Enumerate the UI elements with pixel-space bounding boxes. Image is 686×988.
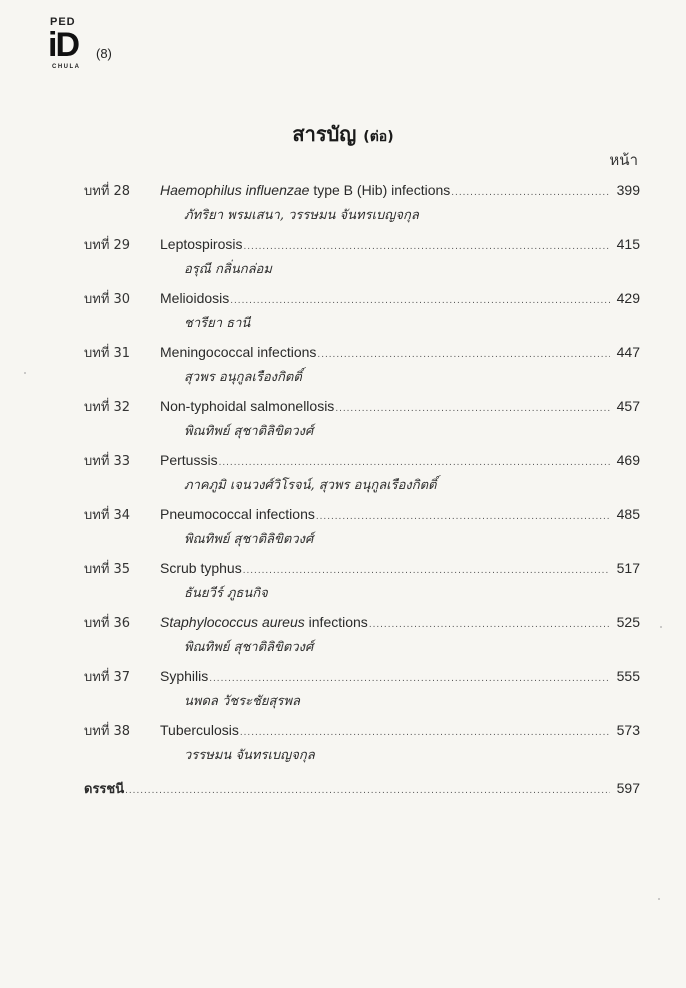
dot-leader [208, 673, 610, 684]
chapter-title [160, 344, 316, 360]
chapter-number: บทที่ 31 [84, 346, 131, 361]
page-ref: 485 [616, 506, 640, 522]
chapter-title [160, 722, 239, 738]
page-ref: 525 [616, 614, 640, 630]
toc-index-entry[interactable] [84, 778, 640, 804]
page-ref: 429 [616, 290, 640, 306]
chapter-number: บทที่ 38 [84, 724, 131, 739]
toc-entry[interactable] [84, 288, 640, 314]
index-label: ดรรชนี [84, 782, 125, 797]
chapter-authors: ธันยวีร์ ภูธนกิจ [184, 586, 268, 601]
chapter-number: บทที่ 33 [84, 454, 131, 469]
table-of-contents [84, 180, 640, 804]
toc-entry[interactable] [84, 666, 640, 692]
dot-leader [450, 187, 610, 198]
page-ref: 415 [616, 236, 640, 252]
chapter-authors: พิณทิพย์ สุชาติลิขิตวงศ์ [184, 424, 314, 439]
chapter-authors: ภัทริยา พรมเสนา, วรรษมน จันทรเบญจกุล [184, 208, 419, 223]
entry-title-with-leader [160, 290, 610, 306]
dot-leader [229, 295, 610, 306]
chapter-authors: พิณทิพย์ สุชาติลิขิตวงศ์ [184, 532, 314, 547]
page-ref: 573 [616, 722, 640, 738]
chapter-authors: นพดล วัชระชัยสุรพล [184, 694, 300, 709]
chapter-title-plain: Syphilis [160, 668, 209, 684]
chapter-title-italic: Haemophilus influenzae [160, 182, 310, 198]
chapter-authors: อรุณี กลิ่นกล่อม [184, 262, 272, 277]
dot-leader [368, 619, 610, 630]
toc-entry[interactable] [84, 504, 640, 530]
chapter-number: บทที่ 32 [84, 400, 131, 415]
dot-leader [315, 511, 610, 522]
dot-leader [218, 457, 610, 468]
entry-title-with-leader [160, 506, 610, 522]
page-number: (8) [96, 46, 112, 61]
toc-entry[interactable] [84, 450, 640, 476]
entry-title-with-leader [160, 182, 610, 198]
entry-title-with-leader [160, 560, 610, 576]
chapter-title-italic: Staphylococcus aureus [160, 614, 305, 630]
chapter-title-plain: type B (Hib) infections [309, 182, 451, 198]
chapter-title [160, 560, 242, 576]
chapter-number: บทที่ 34 [84, 508, 131, 523]
entry-title-with-leader [160, 398, 610, 414]
pedid-chula-logo [44, 16, 90, 74]
logo-text-top: PED [50, 16, 76, 28]
chapter-number: บทที่ 35 [84, 562, 131, 577]
chapter-authors: ชารียา ธานี [184, 316, 251, 331]
chapter-title-plain: Tuberculosis [160, 722, 239, 738]
chapter-authors: ภาคภูมิ เจนวงศ์วิโรจน์, สุวพร อนุกูลเรืองกิตติ์ [184, 478, 437, 493]
chapter-title [160, 398, 334, 414]
title-main: สารบัญ [292, 122, 357, 146]
chapter-number: บทที่ 30 [84, 292, 131, 307]
chapter-title-plain: Pertussis [160, 452, 218, 468]
chapter-title [160, 236, 243, 252]
chapter-number: บทที่ 28 [84, 184, 131, 199]
chapter-title-plain: infections [304, 614, 368, 630]
toc-entry[interactable] [84, 342, 640, 368]
chapter-title-plain: Meningococcal infections [160, 344, 317, 360]
page-title [0, 118, 686, 150]
logo-text-bottom: CHULA [52, 64, 81, 70]
entry-title-with-leader [160, 614, 610, 630]
chapter-title-plain: Pneumococcal infections [160, 506, 315, 522]
page-column-label: หน้า [609, 151, 638, 169]
page-ref: 447 [616, 344, 640, 360]
entry-title-with-leader [160, 452, 610, 468]
chapter-title-plain: Scrub typhus [160, 560, 242, 576]
toc-entry[interactable] [84, 558, 640, 584]
page-ref: 469 [616, 452, 640, 468]
dot-leader [124, 785, 610, 796]
chapter-number: บทที่ 37 [84, 670, 131, 685]
toc-entry[interactable] [84, 234, 640, 260]
scan-speck [658, 898, 660, 900]
toc-entry[interactable] [84, 720, 640, 746]
title-suffix: (ต่อ) [363, 129, 394, 145]
chapter-title [160, 668, 208, 684]
chapter-title [160, 452, 218, 468]
toc-entry[interactable] [84, 612, 640, 638]
page-ref: 399 [616, 182, 640, 198]
toc-entry[interactable] [84, 396, 640, 422]
chapter-authors: วรรษมน จันทรเบญจกุล [184, 748, 315, 763]
chapter-title [160, 506, 315, 522]
chapter-number: บทที่ 36 [84, 616, 131, 631]
toc-entry[interactable] [84, 180, 640, 206]
chapter-title-plain: Non-typhoidal salmonellosis [160, 398, 335, 414]
index-title-with-leader [84, 778, 610, 799]
entry-title-with-leader [160, 344, 610, 360]
page-ref: 517 [616, 560, 640, 576]
logo-text-main: iD [48, 26, 78, 64]
dot-leader [242, 565, 610, 576]
chapter-title-plain: Leptospirosis [160, 236, 243, 252]
scan-speck [660, 626, 662, 628]
dot-leader [334, 403, 610, 414]
chapter-title [160, 182, 450, 198]
chapter-title-plain: Melioidosis [160, 290, 230, 306]
entry-title-with-leader [160, 722, 610, 738]
entry-title-with-leader [160, 668, 610, 684]
page-ref: 555 [616, 668, 640, 684]
chapter-number: บทที่ 29 [84, 238, 131, 253]
dot-leader [239, 727, 610, 738]
scan-speck [24, 372, 26, 374]
page-ref: 457 [616, 398, 640, 414]
dot-leader [243, 241, 611, 252]
chapter-title [160, 614, 368, 630]
entry-title-with-leader [160, 236, 610, 252]
chapter-title [160, 290, 229, 306]
chapter-authors: สุวพร อนุกูลเรืองกิตติ์ [184, 370, 302, 385]
index-page-ref: 597 [616, 780, 640, 796]
dot-leader [316, 349, 610, 360]
chapter-authors: พิณทิพย์ สุชาติลิขิตวงศ์ [184, 640, 314, 655]
